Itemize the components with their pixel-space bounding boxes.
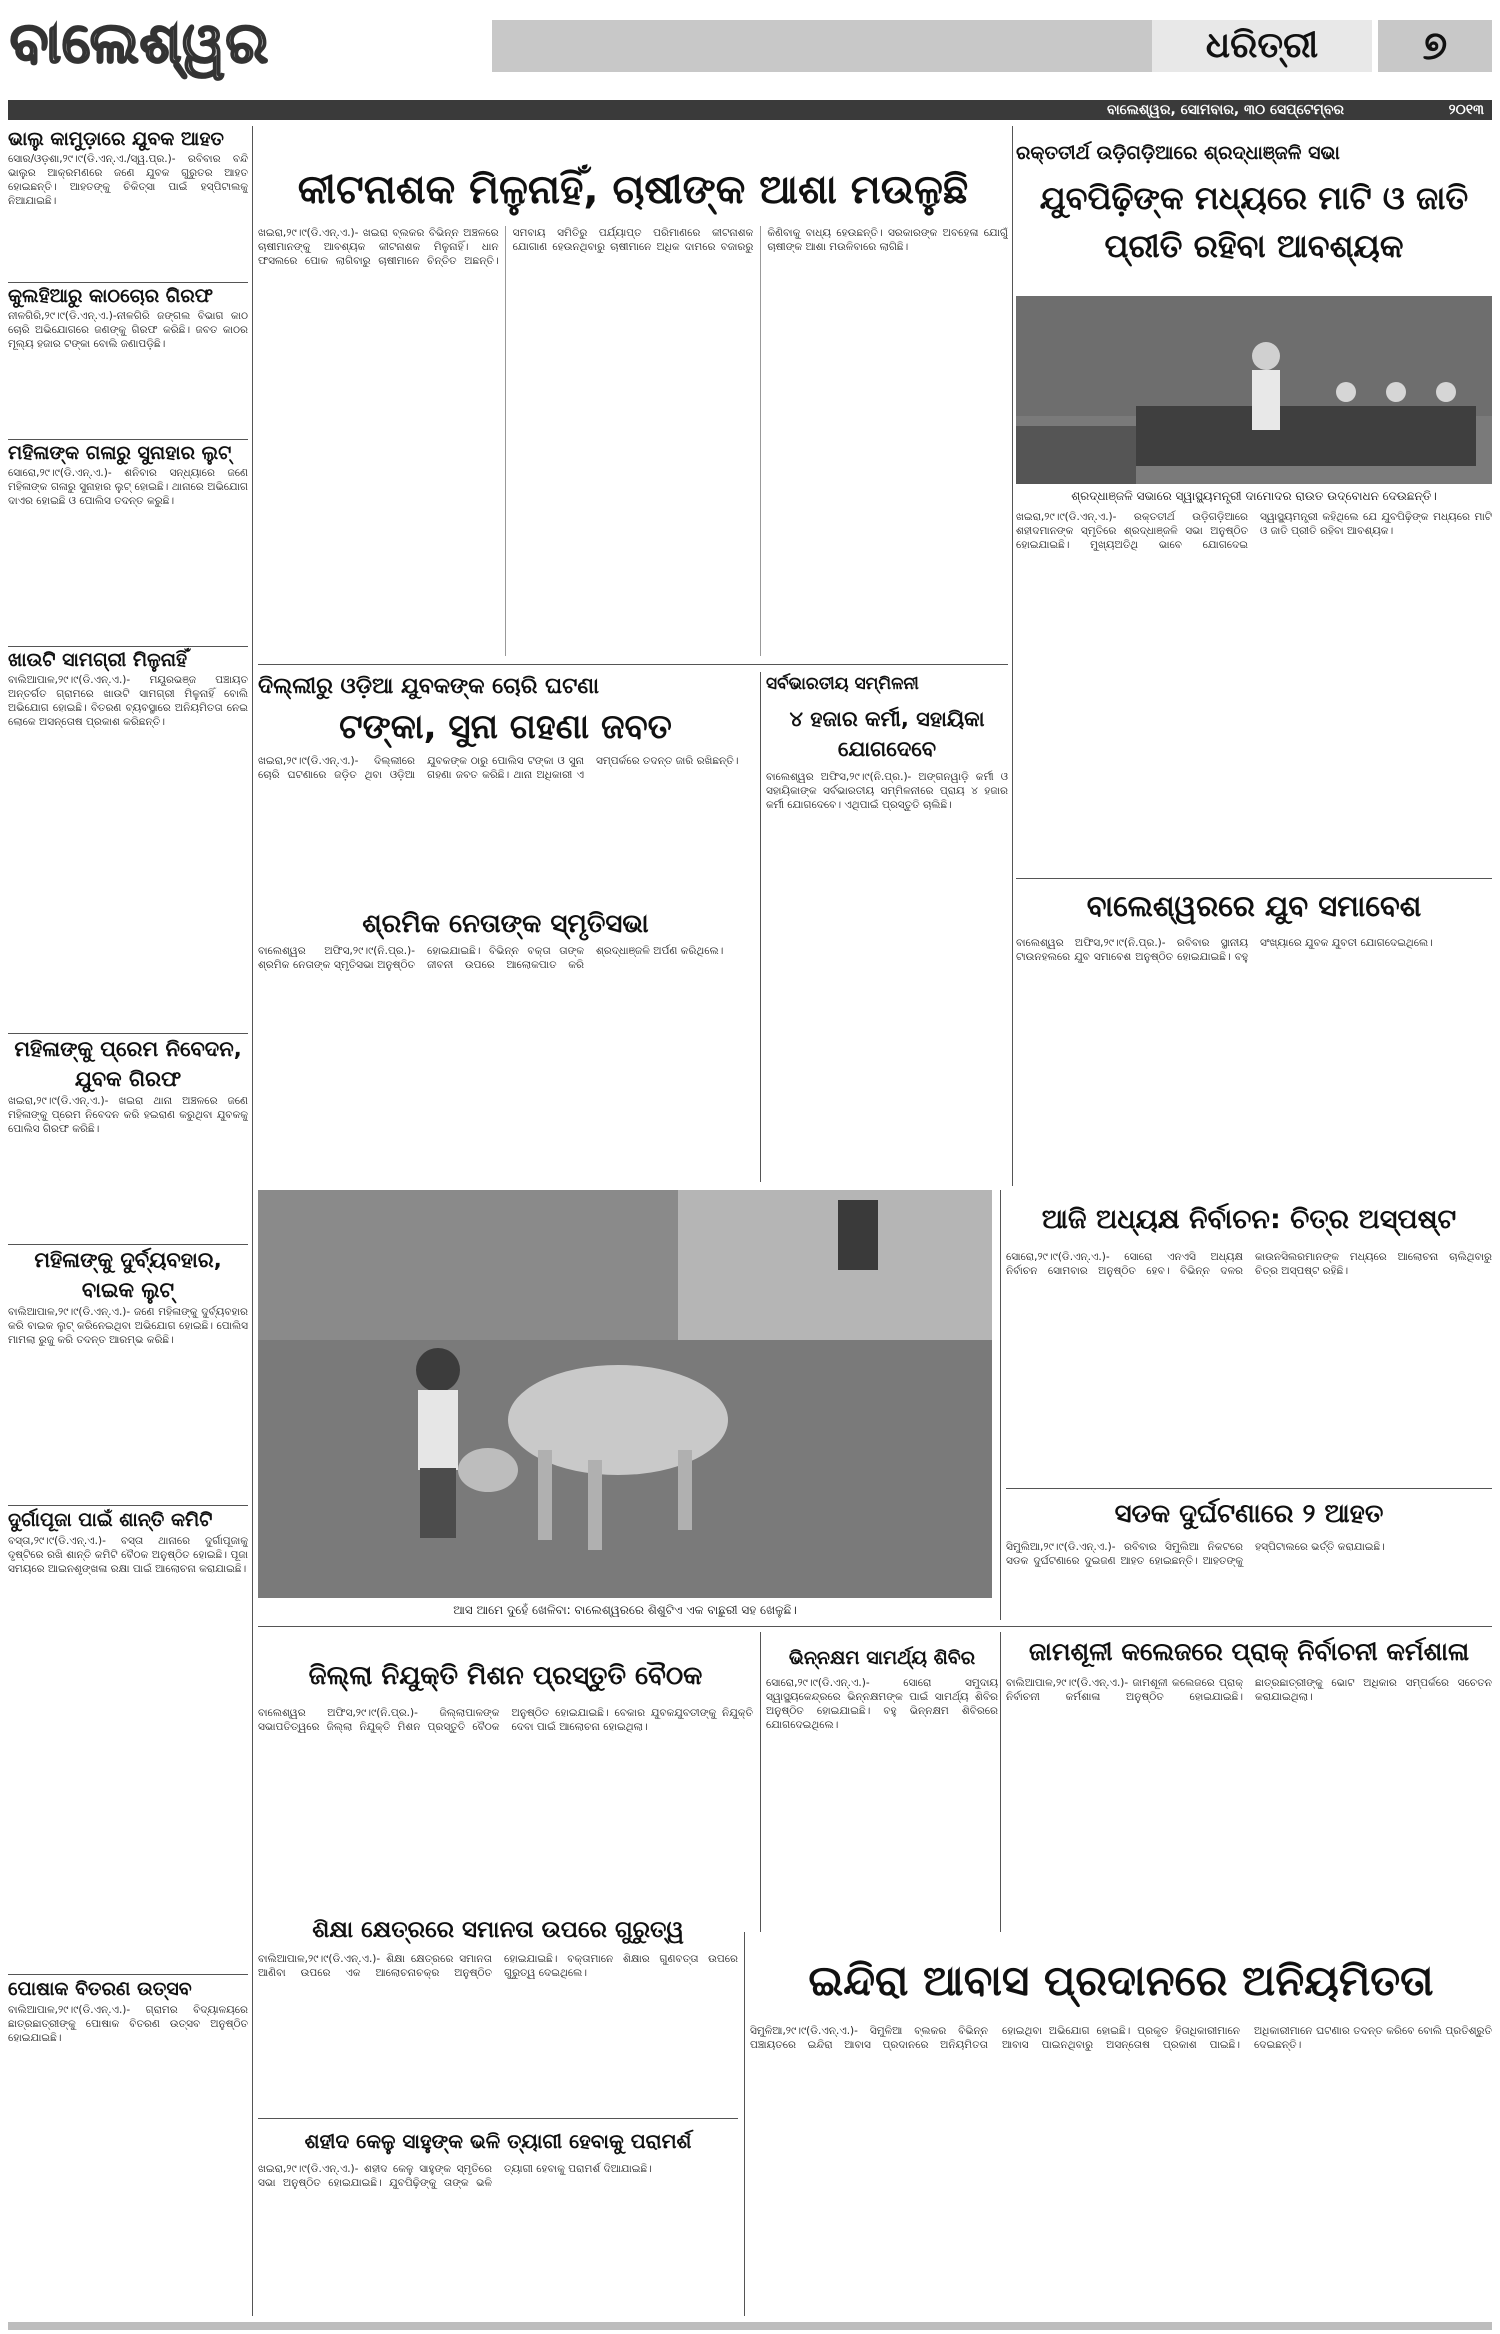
ceremony-caption: ଶ୍ରଦ୍ଧାଞ୍ଜଳି ସଭାରେ ସ୍ୱାସ୍ଥ୍ୟମନ୍ତ୍ରୀ ଦାମୋଦର ରାଉତ ଉଦ୍‌ବୋଧନ ଦେଉଛନ୍ତି। [1071, 489, 1437, 503]
column-rule [760, 1632, 761, 1932]
divider [258, 664, 1008, 665]
left-story-1-body: ସୋର/ଓଡ଼ଶା,୨୯।୯(ଡି.ଏନ୍.ଏ./ସ୍ୱ.ପ୍ର.)- ରବିବାର ବନ୍ଦି ଭାଲୁର ଆକ୍ରମଣରେ ଜଣେ ଯୁବକ ଗୁରୁତର ଆହତ ହୋଇଛନ୍ତି। ଆହତଙ୍କୁ ଚିକିତ୍ସା ପାଇଁ ହସ୍ପିଟାଲକୁ ନିଆଯାଇଛି। [8, 153, 248, 207]
accident-body: ସିମୁଲିଆ,୨୯।୯(ଡି.ଏନ୍.ଏ.)- ରବିବାର ସିମୁଲିଆ ନିକଟରେ ସଡକ ଦୁର୍ଘଟଣାରେ ଦୁଇଜଣ ଆହତ ହୋଇଛନ୍ତି। ଆହତଙ୍କୁ ହସ୍ପିଟାଲରେ ଭର୍ତ୍ତି କରାଯାଇଛି। [1006, 1541, 1385, 1567]
left-story-2-body: ନୀଳଗିରି,୨୯।୯(ଡି.ଏନ୍.ଏ.)-ନୀଳଗିରି ଜଙ୍ଗଲ ବିଭାଗ କାଠ ଚୋରି ଅଭିଯୋଗରେ ଜଣଙ୍କୁ ଗିରଫ କରିଛି। ଜବତ କାଠର ମୂଲ୍ୟ ହଜାର ଟଙ୍କା ବୋଲି ଜଣାପଡ଼ିଛି। [8, 310, 248, 350]
dilwara-kicker: ଦିଲ୍ଲୀରୁ ଓଡ଼ିଆ ଯୁବକଙ୍କ ଚୋରି ଘଟଣା [258, 674, 599, 699]
page-number: ୭ [1378, 20, 1492, 72]
ceremony-photo [1016, 296, 1492, 484]
bhinnakshama-headline: ଭିନ୍ନକ୍ଷମ ସାମର୍ଥ୍ୟ ଶିବିର [788, 1647, 976, 1669]
shahid-body: ଖଇରା,୨୯।୯(ଡି.ଏନ୍.ଏ.)- ଶହୀଦ କେଳୁ ସାହୁଙ୍କ ସ୍ମୃତିରେ ସଭା ଅନୁଷ୍ଠିତ ହୋଇଯାଇଛି। ଯୁବପିଢ଼ିଙ୍କୁ ତାଙ୍କ ଭଳି ତ୍ୟାଗୀ ହେବାକୁ ପରାମର୍ଶ ଦିଆଯାଇଛି। [258, 2163, 652, 2189]
calf-leg [538, 1450, 552, 1540]
college-body: ବାଲିଆପାଳ,୨୯।୯(ଡି.ଏନ୍.ଏ.)- ଜାମଶୂଳୀ କଲେଜରେ ପ୍ରାକ୍ ନିର୍ବାଚନୀ କର୍ମଶାଳା ଅନୁଷ୍ଠିତ ହୋଇଯାଇଛି। ଛାତ୍ରଛାତ୍ରୀଙ୍କୁ ଭୋଟ ଅଧିକାର ସମ୍ପର୍କରେ ସଚେତନ କରାଯାଇଥିଲା। [1006, 1677, 1492, 1703]
stage-table [1136, 406, 1476, 466]
shiksha-headline: ଶିକ୍ଷା କ୍ଷେତ୍ରରେ ସମାନତା ଉପରେ ଗୁରୁତ୍ୱ [312, 1917, 684, 1943]
indira-body: ସିମୁଳିଆ,୨୯।୯(ଡି.ଏନ୍.ଏ.)- ସିମୁଳିଆ ବ୍ଲକର ବିଭିନ୍ନ ପଞ୍ଚାୟତରେ ଇନ୍ଦିରା ଆବାସ ପ୍ରଦାନରେ ଅନିୟମିତତା ହୋଇଥିବା ଅଭିଯୋଗ ହୋଇଛି। ପ୍ରକୃତ ହିତାଧିକାରୀମାନେ ଆବାସ ପାଇନଥିବାରୁ ଅସନ୍ତୋଷ ପ୍ରକାଶ ପାଇଛି। ଅଧିକାରୀମାନେ ଘଟଣାର ତଦନ୍ତ କରିବେ ବୋଲି ପ୍ରତିଶ୍ରୁତି ଦେଇଛନ୍ତି। [750, 2025, 1492, 2051]
accident-headline: ସଡକ ଦୁର୍ଘଟଣାରେ ୨ ଆହତ [1114, 1499, 1384, 1529]
left-story-7-headline: ଦୁର୍ଗାପୂଜା ପାଇଁ ଶାନ୍ତି କମିଟି [8, 1509, 213, 1531]
divider [258, 1626, 1492, 1627]
adhyaksha-headline: ଆଜି ଅଧ୍ୟକ୍ଷ ନିର୍ବାଚନ: ଚିତ୍ର ଅସ୍ପଷ୍ଟ [1041, 1204, 1457, 1235]
yuva-headline: ବାଲେଶ୍ୱରରେ ଯୁବ ସମାବେଶ [1086, 889, 1422, 923]
divider [258, 2118, 738, 2119]
left-story-1-headline: ଭାଲୁ କାମୁଡ଼ାରେ ଯୁବକ ଆହତ [8, 128, 224, 150]
guest-head [1336, 382, 1356, 402]
left-column [8, 126, 248, 2316]
left-story-7-body: ବସ୍ତା,୨୯।୯(ଡି.ଏନ୍.ଏ.)- ବସ୍ତା ଥାନାରେ ଦୁର୍ଗାପୂଜାକୁ ଦୃଷ୍ଟିରେ ରଖି ଶାନ୍ତି କମିଟି ବୈଠକ ଅନୁଷ୍ଠିତ ହୋଇଛି। ପୂଜା ସମୟରେ ଆଇନଶୃଙ୍ଖଳା ରକ୍ଷା ପାଇଁ ଆଲୋଚନା କରାଯାଇଛି। [8, 1535, 248, 1575]
divider [1006, 1488, 1492, 1489]
calf-leg [678, 1450, 692, 1530]
right-body: ଖଇରା,୨୯।୯(ଡି.ଏନ୍.ଏ.)- ରକ୍ତତୀର୍ଥ ଉଡ଼ିଗଡ଼ିଆରେ ଶହୀଦମାନଙ୍କ ସ୍ମୃତିରେ ଶ୍ରଦ୍ଧାଞ୍ଜଳି ସଭା ଅନୁଷ୍ଠିତ ହୋଇଯାଇଛି। ମୁଖ୍ୟଅତିଥି ଭାବେ ଯୋଗଦେଇ ସ୍ୱାସ୍ଥ୍ୟମନ୍ତ୍ରୀ କହିଥିଲେ ଯେ ଯୁବପିଢ଼ିଙ୍କ ମଧ୍ୟରେ ମାଟି ଓ ଜାତି ପ୍ରୀତି ରହିବା ଆବଶ୍ୟକ। [1016, 511, 1492, 551]
indira-headline: ଇନ୍ଦିରା ଆବାସ ପ୍ରଦାନରେ ଅନିୟମିତତା [808, 1956, 1434, 2005]
adhyaksha-body: ସୋରୋ,୨୯।୯(ଡି.ଏନ୍.ଏ.)- ସୋରୋ ଏନଏସି ଅଧ୍ୟକ୍ଷ ନିର୍ବାଚନ ସୋମବାର ଅନୁଷ୍ଠିତ ହେବ। ବିଭିନ୍ନ ଦଳର କାଉନସିଲରମାନଙ୍କ ମଧ୍ୟରେ ଆଲୋଚନା ଚାଲିଥିବାରୁ ଚିତ୍ର ଅସ୍ପଷ୍ଟ ରହିଛି। [1006, 1251, 1492, 1277]
year: ୨୦୧୩ [1448, 102, 1484, 118]
left-story-5-headline: ମହିଳାଙ୍କୁ ପ୍ରେମ ନିବେଦନ, ଯୁବକ ଗିରଫ [14, 1037, 242, 1091]
column-rule [1000, 1632, 1001, 1932]
child-head [416, 1348, 460, 1392]
calf-photo-graphic [258, 1190, 992, 1598]
main-body: ଖଇରା,୨୯।୯(ଡି.ଏନ୍.ଏ.)- ଖଇରା ବ୍ଲକର ବିଭିନ୍ନ ଅଞ୍ଚଳରେ ଚାଷୀମାନଙ୍କୁ ଆବଶ୍ୟକ କୀଟନାଶକ ମିଳୁନାହିଁ। ଧାନ ଫସଲରେ ପୋକ ଲାଗିବାରୁ ଚାଷୀମାନେ ଚିନ୍ତିତ ଅଛନ୍ତି। ସମବାୟ ସମିତିରୁ ପର୍ଯ୍ୟାପ୍ତ ପରିମାଣରେ କୀଟନାଶକ ଯୋଗାଣ ହେଉନଥିବାରୁ ଚାଷୀମାନେ ଅଧିକ ଦାମରେ ବଜାରରୁ କିଣିବାକୁ ବାଧ୍ୟ ହେଉଛନ୍ତି। ସରକାରଙ୍କ ଅବହେଳା ଯୋଗୁଁ ଚାଷୀଙ୍କ ଆଶା ମଉଳିବାରେ ଲାଗିଛି। [258, 227, 1008, 267]
left-story-3-body: ସୋରୋ,୨୯।୯(ଡି.ଏନ୍.ଏ.)- ଶନିବାର ସନ୍ଧ୍ୟାରେ ଜଣେ ମହିଳାଙ୍କ ଗଳାରୁ ସୁନାହାର ଲୁଟ୍ ହୋଇଛି। ଥାନାରେ ଅଭିଯୋଗ ଦାଏର ହୋଇଛି ଓ ପୋଲିସ ତଦନ୍ତ କରୁଛି। [8, 467, 248, 507]
shahid-headline: ଶହୀଦ କେଳୁ ସାହୁଙ୍କ ଭଳି ତ୍ୟାଗୀ ହେବାକୁ ପରାମର୍ଶ [304, 2129, 692, 2153]
supplement-band [492, 20, 1372, 72]
dilwara-body: ଖଇରା,୨୯।୯(ଡି.ଏନ୍.ଏ.)- ଦିଲ୍ଲୀରେ ଚୋରି ଘଟଣାରେ ଜଡ଼ିତ ଥିବା ଓଡ଼ିଆ ଯୁବକଙ୍କ ଠାରୁ ପୋଲିସ ଟଙ୍କା ଓ ସୁନା ଗହଣା ଜବତ କରିଛି। ଥାନା ଅଧିକାରୀ ଏ ସମ୍ପର୍କରେ ତଦନ୍ତ ଜାରି ରଖିଛନ୍ତି। [258, 755, 739, 781]
dateline-bar [8, 100, 1492, 120]
calf-photo [258, 1190, 992, 1598]
dilwara-headline: ଟଙ୍କା, ସୁନା ଗହଣା ଜବତ [339, 707, 672, 747]
shramik-body: ବାଲେଶ୍ୱର ଅଫିସ,୨୯।୯(ନି.ପ୍ର.)- ଶ୍ରମିକ ନେତାଙ୍କ ସ୍ମୃତିସଭା ଅନୁଷ୍ଠିତ ହୋଇଯାଇଛି। ବିଭିନ୍ନ ବକ୍ତା ତାଙ୍କ ଜୀବନୀ ଉପରେ ଆଲୋକପାତ କରି ଶ୍ରଦ୍ଧାଞ୍ଜଳି ଅର୍ପଣ କରିଥିଲେ। [258, 945, 724, 971]
speaker-head [1252, 342, 1280, 370]
left-story-6-headline: ମହିଳାଙ୍କୁ ଦୁର୍ବ୍ୟବହାର, ବାଇକ ଲୁଟ୍ [34, 1248, 222, 1302]
calf-caption: ଆସ ଆମେ ଦୁହେଁ ଖେଳିବା: ବାଲେଶ୍ୱରରେ ଶିଶୁଟିଏ ଏକ ବାଛୁରୀ ସହ ଖେଳୁଛି। [453, 1603, 797, 1617]
child-legs [420, 1468, 456, 1538]
calf-head [458, 1448, 518, 1492]
niyukti-headline: ଜିଲ୍ଲା ନିଯୁକ୍ତି ମିଶନ ପ୍ରସ୍ତୁତି ବୈଠକ [308, 1661, 703, 1691]
left-story-8-headline: ପୋଷାକ ବିତରଣ ଉତ୍ସବ [8, 1978, 192, 2000]
left-story-4-headline: ଖାଉଟି ସାମଗ୍ରୀ ମିଳୁନାହିଁ [8, 649, 188, 671]
right-headline: ଯୁବପିଢ଼ିଙ୍କ ମଧ୍ୟରେ ମାଟି ଓ ଜାତି ପ୍ରୀତି ରହିବା ଆବଶ୍ୟକ [1039, 179, 1469, 265]
column-rule [760, 672, 761, 1182]
shramik-headline: ଶ୍ରମିକ ନେତାଙ୍କ ସ୍ମୃତିସଭା [362, 909, 649, 939]
supplement-name: ଧରିତ୍ରୀ [1152, 20, 1372, 72]
niyukti-body: ବାଲେଶ୍ୱର ଅଫିସ,୨୯।୯(ନି.ପ୍ର.)- ଜିଲ୍ଲାପାଳଙ୍କ ସଭାପତିତ୍ୱରେ ଜିଲ୍ଲା ନିଯୁକ୍ତି ମିଶନ ପ୍ରସ୍ତୁତି ବୈଠକ ଅନୁଷ୍ଠିତ ହୋଇଯାଇଛି। ବେକାର ଯୁବକଯୁବତୀଙ୍କୁ ନିଯୁକ୍ତି ଦେବା ପାଇଁ ଆଲୋଚନା ହୋଇଥିଲା। [258, 1707, 753, 1733]
right-kicker: ରକ୍ତତୀର୍ଥ ଉଡ଼ିଗଡ଼ିଆରେ ଶ୍ରଦ୍ଧାଞ୍ଜଳି ସଭା [1016, 142, 1340, 164]
column-rule [1000, 1190, 1001, 1620]
left-story-3-headline: ମହିଳାଙ୍କ ଗଳାରୁ ସୁନାହାର ଲୁଟ୍ [8, 442, 232, 464]
left-story-6-body: ବାଲିଆପାଳ,୨୯।୯(ଡି.ଏନ୍.ଏ.)- ଜଣେ ମହିଳାଙ୍କୁ ଦୁର୍ବ୍ୟବହାର କରି ବାଇକ ଲୁଟ୍ କରିନେଇଥିବା ଅଭିଯୋଗ ହୋଇଛି। ପୋଲିସ ମାମଲା ରୁଜୁ କରି ତଦନ୍ତ ଆରମ୍ଭ କରିଛି। [8, 1306, 248, 1346]
left-story-5-body: ଖଇରା,୨୯।୯(ଡି.ଏନ୍.ଏ.)- ଖଇରା ଥାନା ଅଞ୍ଚଳରେ ଜଣେ ମହିଳାଙ୍କୁ ପ୍ରେମ ନିବେଦନ କରି ହଇରାଣ କରୁଥିବା ଯୁବକକୁ ପୋଲିସ ଗିରଫ କରିଛି। [8, 1095, 248, 1135]
column-rule [744, 1932, 745, 2316]
divider [1016, 878, 1492, 879]
guest-head [1386, 382, 1406, 402]
calf-leg [588, 1460, 602, 1550]
speaker-body [1252, 370, 1280, 430]
guest-head [1436, 382, 1456, 402]
column-rule [252, 126, 253, 2316]
doorway [838, 1200, 878, 1270]
sammilani-headline: ୪ ହଜାର କର୍ମୀ, ସହାୟିକା ଯୋଗଦେବେ [789, 707, 985, 761]
column-rule [1012, 126, 1013, 1186]
dateline: ବାଲେଶ୍ୱର, ସୋମବାର, ୩୦ ସେପ୍ଟେମ୍ବର [1106, 102, 1344, 118]
footer-bar [8, 2322, 1492, 2330]
sammilani-kicker: ସର୍ବଭାରତୀୟ ସମ୍ମିଳନୀ [766, 674, 919, 694]
college-headline: ଜାମଶୂଳୀ କଲେଜରେ ପ୍ରାକ୍ ନିର୍ବାଚନୀ କର୍ମଶାଳା [1028, 1637, 1470, 1666]
sammilani-body: ବାଲେଶ୍ୱର ଅଫିସ,୨୯।୯(ନି.ପ୍ର.)- ଅଙ୍ଗନୱାଡ଼ି କର୍ମୀ ଓ ସହାୟିକାଙ୍କ ସର୍ବଭାରତୀୟ ସମ୍ମିଳନୀରେ ପ୍ରାୟ ୪ ହଜାର କର୍ମୀ ଯୋଗଦେବେ। ଏଥିପାଇଁ ପ୍ରସ୍ତୁତି ଚାଲିଛି। [766, 771, 1008, 811]
main-headline: କୀଟନାଶକ ମିଳୁନାହିଁ, ଚାଷୀଙ୍କ ଆଶା ମଉଳୁଛି [297, 167, 969, 213]
left-story-8-body: ବାଲିଆପାଳ,୨୯।୯(ଡି.ଏନ୍.ଏ.)- ଗ୍ରାମର ବିଦ୍ୟାଳୟରେ ଛାତ୍ରଛାତ୍ରୀଙ୍କୁ ପୋଷାକ ବିତରଣ ଉତ୍ସବ ଅନୁଷ୍ଠିତ ହୋଇଯାଇଛି। [8, 2004, 248, 2044]
ceremony-photo-graphic [1016, 296, 1492, 484]
left-story-2-headline: କୁଲହିଆରୁ କାଠଚୋର ଗିରଫ [8, 285, 214, 307]
shiksha-body: ବାଲିଆପାଳ,୨୯।୯(ଡି.ଏନ୍.ଏ.)- ଶିକ୍ଷା କ୍ଷେତ୍ରରେ ସମାନତା ଆଣିବା ଉପରେ ଏକ ଆଲୋଚନାଚକ୍ର ଅନୁଷ୍ଠିତ ହୋଇଯାଇଛି। ବକ୍ତାମାନେ ଶିକ୍ଷାର ଗୁଣବତ୍ତା ଉପରେ ଗୁରୁତ୍ୱ ଦେଇଥିଲେ। [258, 1953, 738, 1979]
bhinnakshama-body: ସୋରୋ,୨୯।୯(ଡି.ଏନ୍.ଏ.)- ସୋରୋ ସମୁଦାୟ ସ୍ୱାସ୍ଥ୍ୟକେନ୍ଦ୍ରରେ ଭିନ୍ନକ୍ଷମଙ୍କ ପାଇଁ ସାମର୍ଥ୍ୟ ଶିବିର ଅନୁଷ୍ଠିତ ହୋଇଯାଇଛି। ବହୁ ଭିନ୍ନକ୍ଷମ ଶିବିରରେ ଯୋଗଦେଇଥିଲେ। [766, 1677, 998, 1731]
left-story-4-body: ବାଲିଆପାଳ,୨୯।୯(ଡି.ଏନ୍.ଏ.)- ମୟୂରଭଞ୍ଜ ପଞ୍ଚାୟତ ଅନ୍ତର୍ଗତ ଗ୍ରାମରେ ଖାଉଟି ସାମଗ୍ରୀ ମିଳୁନାହିଁ ବୋଲି ଅଭିଯୋଗ ହୋଇଛି। ବିତରଣ ବ୍ୟବସ୍ଥାରେ ଅନିୟମିତତା ନେଇ ଲୋକେ ଅସନ୍ତୋଷ ପ୍ରକାଶ କରିଛନ୍ତି। [8, 674, 248, 728]
wall [678, 1190, 992, 1340]
audience [1016, 426, 1136, 484]
yuva-body: ବାଲେଶ୍ୱର ଅଫିସ,୨୯।୯(ନି.ପ୍ର.)- ରବିବାର ସ୍ଥାନୀୟ ଟାଉନହଲରେ ଯୁବ ସମାବେଶ ଅନୁଷ୍ଠିତ ହୋଇଯାଇଛି। ବହୁ ସଂଖ୍ୟାରେ ଯୁବକ ଯୁବତୀ ଯୋଗଦେଇଥିଲେ। [1016, 937, 1433, 963]
child-body [418, 1390, 458, 1470]
masthead-title: ବାଲେଶ୍ୱର [10, 10, 270, 76]
